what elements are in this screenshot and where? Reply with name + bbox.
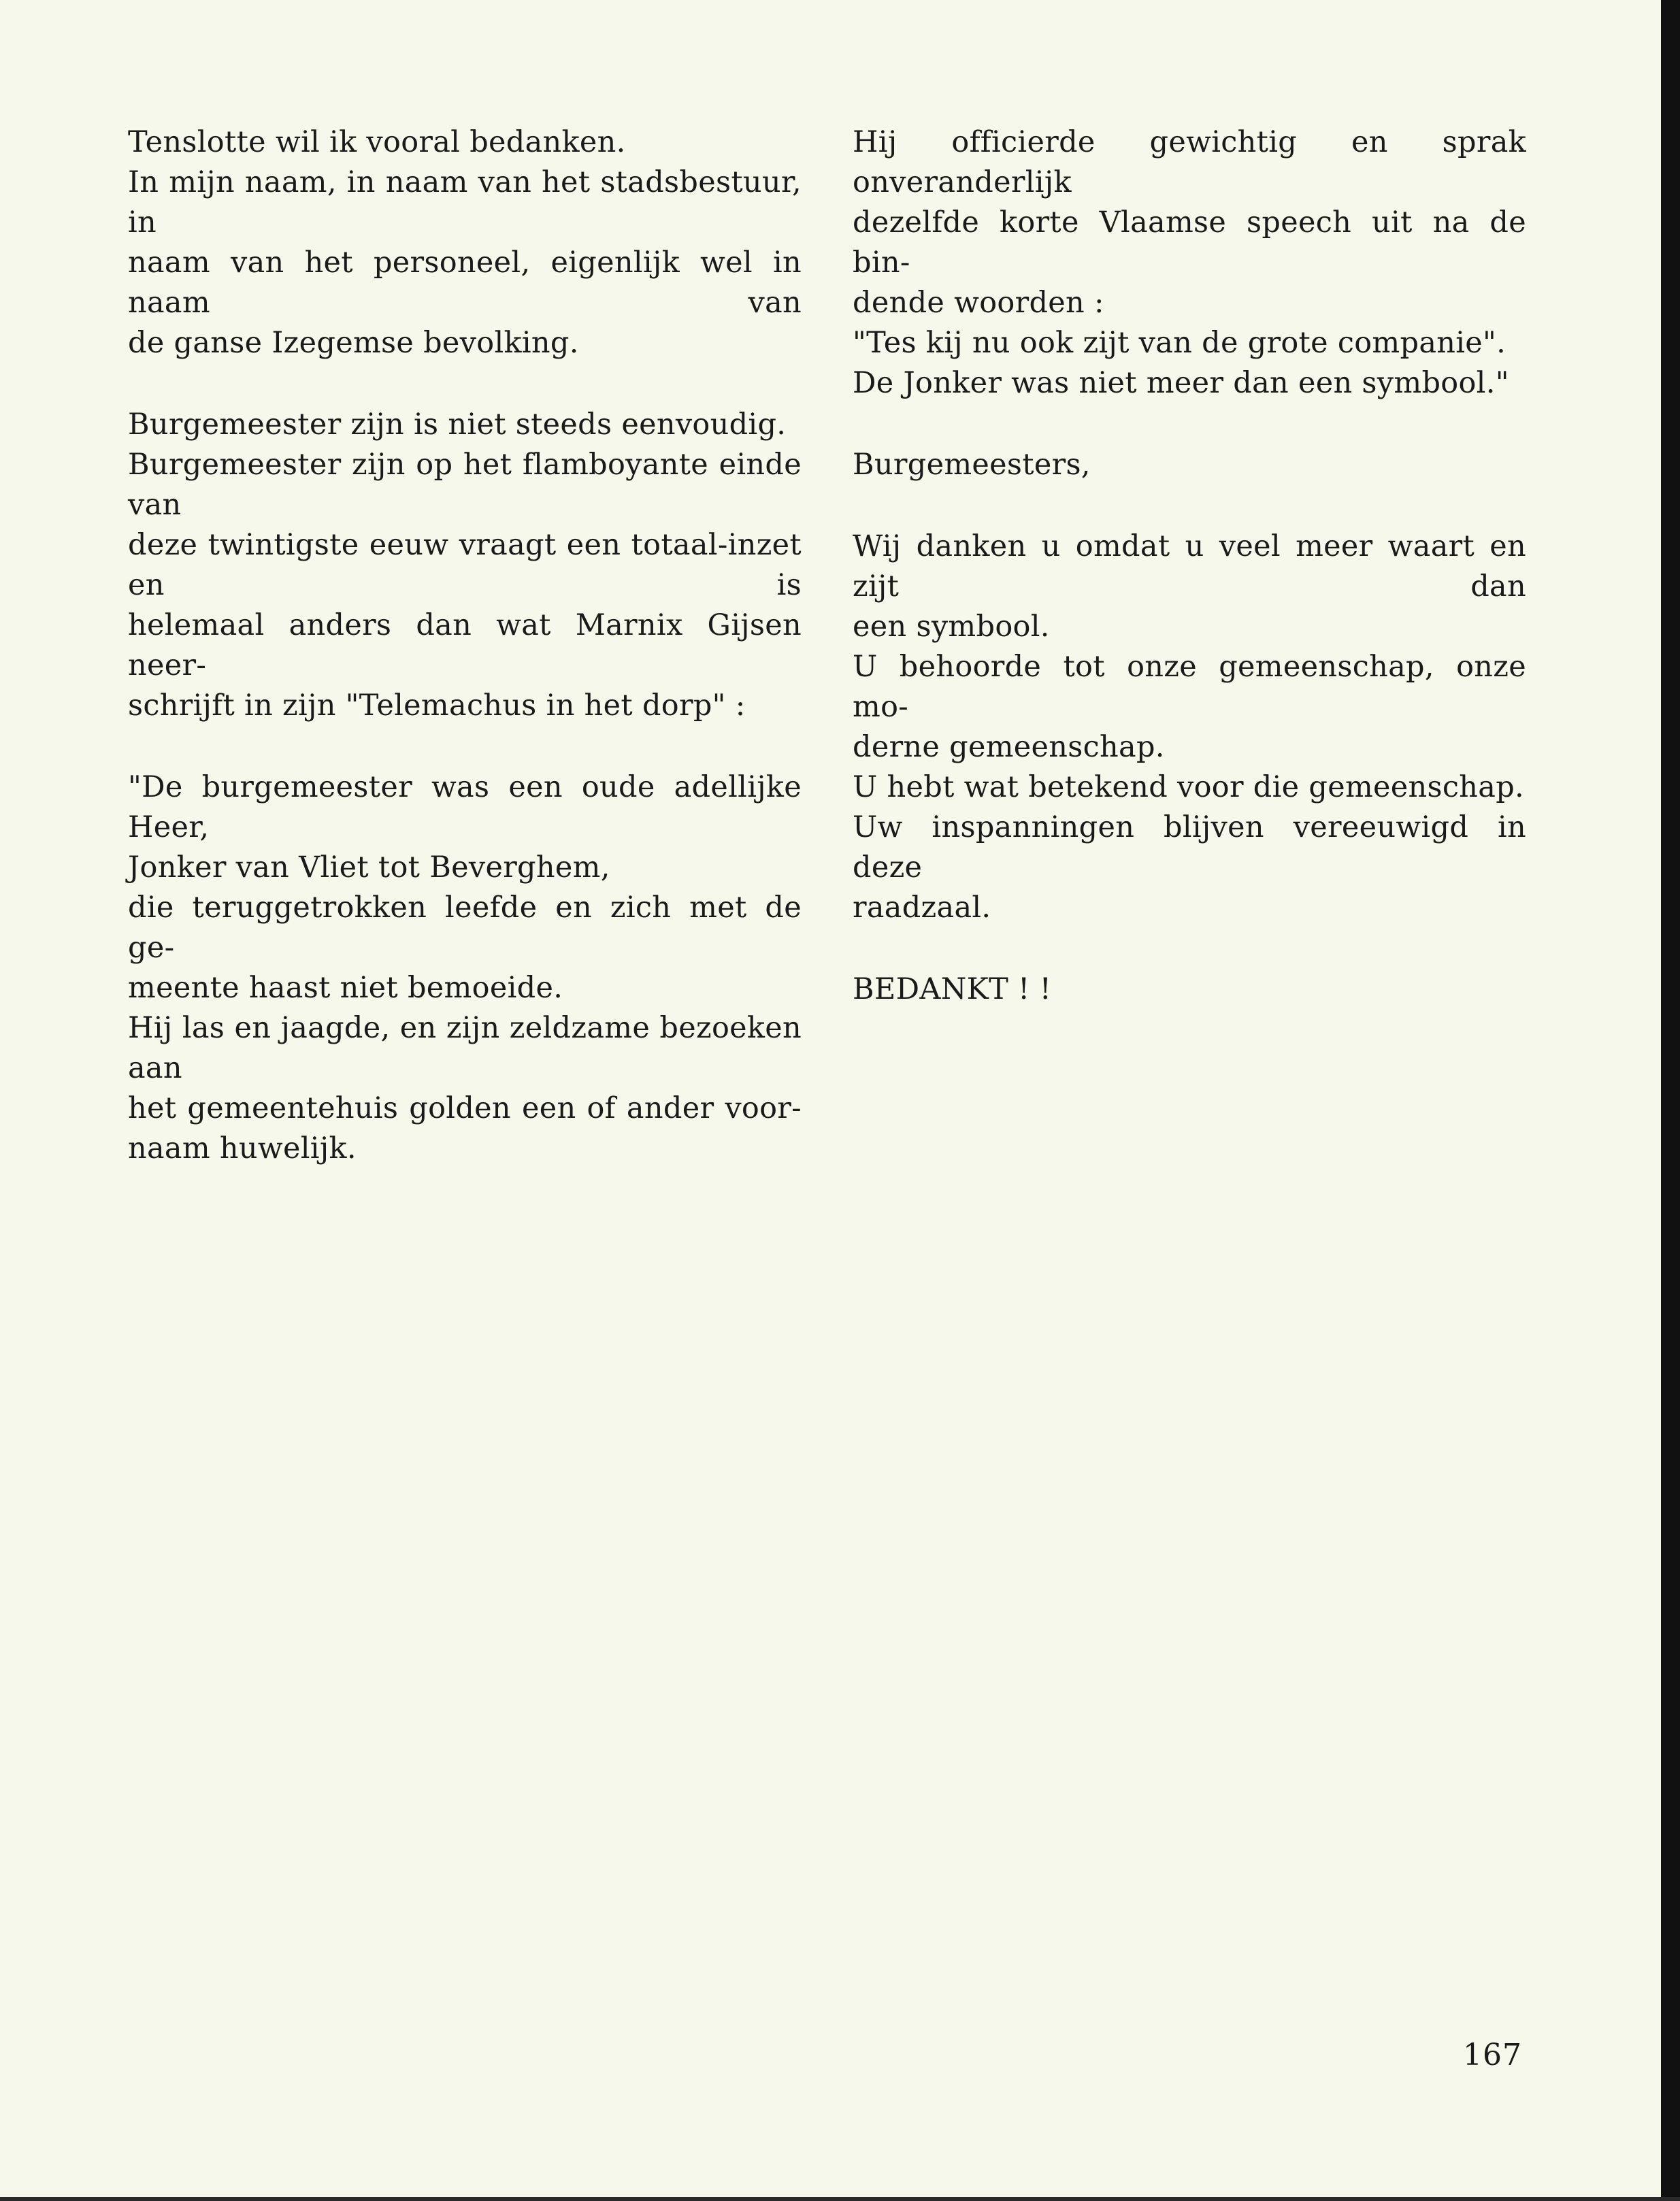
page-bottom-edge: [0, 2197, 1680, 2201]
text-line: helemaal anders dan wat Marnix Gijsen neer-: [128, 608, 802, 682]
text-line: Burgemeester zijn is niet steeds eenvoudig.: [128, 408, 787, 442]
text-line: In mijn naam, in naam van het stadsbestuur, in: [128, 165, 802, 239]
text-line: BEDANKT ! !: [853, 972, 1052, 1006]
page-number: 167: [1463, 2038, 1522, 2072]
text-line: deze twintigste eeuw vraagt een totaal-inzet en is: [128, 528, 802, 602]
text-line: Burgemeesters,: [853, 448, 1091, 482]
text-line: Wij danken u omdat u veel meer waart en zijt dan: [853, 529, 1526, 603]
text-line: de ganse Izegemse bevolking.: [128, 326, 579, 360]
left-paragraph-2: [128, 405, 802, 726]
left-paragraph-1: [128, 122, 802, 363]
text-line: Uw inspanningen blijven vereeuwigd in deze: [853, 810, 1526, 884]
text-line: U behoorde tot onze gemeenschap, onze mo-: [853, 650, 1526, 724]
text-line: dende woorden :: [853, 286, 1104, 320]
left-column: [128, 122, 802, 1210]
text-line: "Tes kij nu ook zijt van de grote companie".: [853, 326, 1506, 360]
text-line: Heer,: [128, 810, 210, 844]
left-quote-paragraph: [128, 767, 802, 1169]
text-line: derne gemeenschap.: [853, 730, 1165, 764]
text-line: Hij officierde gewichtig en sprak onveranderlijk: [853, 125, 1526, 199]
text-line: De Jonker was niet meer dan een symbool.": [853, 366, 1509, 400]
text-line: het gemeentehuis golden een of ander voor-: [128, 1091, 802, 1125]
text-line: U hebt wat betekend voor die gemeenschap.: [853, 770, 1525, 804]
text-line: raadzaal.: [853, 891, 991, 925]
right-paragraph-salutation: [853, 445, 1526, 485]
page-right-edge: [1661, 0, 1680, 2201]
text-line: Burgemeester zijn op het flamboyante einde van: [128, 448, 802, 522]
text-line: "De burgemeester was een oude adellijke: [128, 770, 802, 804]
text-line: schrijft in zijn "Telemachus in het dorp" :: [128, 689, 746, 723]
text-line: naam huwelijk.: [128, 1131, 357, 1165]
right-paragraph-1: [853, 122, 1526, 403]
text-line: Jonker van Vliet tot Beverghem,: [128, 850, 610, 884]
text-line: Tenslotte wil ik vooral bedanken.: [128, 125, 626, 159]
right-column: [853, 122, 1526, 1051]
text-line: naam van het personeel, eigenlijk wel in naam van: [128, 246, 802, 320]
text-line: dezelfde korte Vlaamse speech uit na de bin-: [853, 205, 1526, 280]
right-paragraph-closing: [853, 970, 1526, 1010]
text-line: die teruggetrokken leefde en zich met de ge-: [128, 891, 802, 965]
text-line: een symbool.: [853, 610, 1050, 644]
text-line: meente haast niet bemoeide.: [128, 971, 563, 1005]
right-paragraph-3: [853, 527, 1526, 928]
text-line: Hij las en jaagde, en zijn zeldzame bezoeken aan: [128, 1011, 802, 1085]
